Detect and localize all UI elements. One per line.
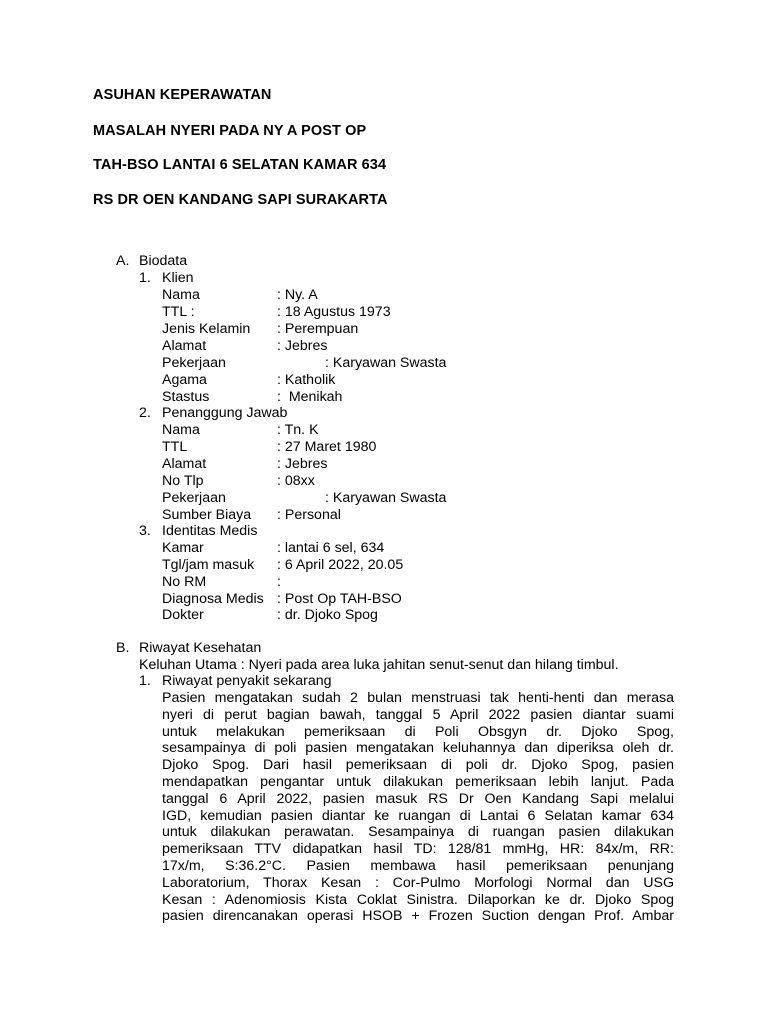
field-label: Kamar: [162, 540, 204, 556]
field-value: : Personal: [277, 507, 341, 523]
field-value: : Jebres: [277, 456, 328, 472]
field-label: No RM: [162, 574, 207, 590]
section-a-letter: A.: [116, 253, 130, 269]
paragraph-line: pemeriksaan TTV didapatkan hasil TD: 128/81 mmHg, HR: 84x/m, RR:: [162, 841, 674, 858]
field-label: TTL :: [162, 304, 195, 320]
field-value: : Post Op TAH-BSO: [277, 591, 402, 607]
paragraph-line: pasien direncanakan operasi HSOB + Frozen Suction dengan Prof. Ambar: [162, 908, 674, 925]
paragraph-line: Pasien mengatakan sudah 2 bulan menstruasi tak henti-henti dan merasa: [162, 690, 674, 706]
field-label: Stastus: [162, 389, 210, 405]
field-value: : 08xx: [277, 473, 315, 489]
field-label: Pekerjaan: [162, 490, 226, 506]
doc-title-line-4: RS DR OEN KANDANG SAPI SURAKARTA: [93, 192, 388, 208]
field-label: Agama: [162, 372, 207, 388]
doc-title-line-3: TAH-BSO LANTAI 6 SELATAN KAMAR 634: [93, 157, 387, 173]
paragraph-line: sesampainya di poli pasien mengatakan keluhannya dan diperiksa oleh dr.: [162, 740, 674, 757]
riwayat-number: 1.: [139, 673, 151, 689]
field-value: : Jebres: [277, 338, 328, 354]
paragraph-line: IGD, kemudian pasien diantar ke ruangan di Lantai 6 Selatan kamar 634: [162, 807, 674, 824]
field-label: Pekerjaan: [162, 355, 226, 371]
klien-title: Klien: [162, 270, 194, 286]
paragraph-line: nyeri di perut bagian bawah, tanggal 5 April 2022 pasien diantar suami: [162, 706, 674, 723]
riwayat-paragraph: [162, 690, 674, 925]
field-label: No Tlp: [162, 473, 204, 489]
field-value: : Karyawan Swasta: [325, 355, 447, 371]
field-value: : 27 Maret 1980: [277, 439, 377, 455]
field-value: : Ny. A: [277, 287, 318, 303]
field-value: : Karyawan Swasta: [325, 490, 447, 506]
keluhan-utama: Keluhan Utama : Nyeri pada area luka jahitan senut-senut dan hilang timbul.: [139, 657, 619, 673]
paragraph-line: mendapatkan pengantar untuk dilakukan pemeriksaan lebih lanjut. Pada: [162, 773, 674, 790]
field-label: Tgl/jam masuk: [162, 557, 255, 573]
klien-number: 1.: [139, 270, 151, 286]
riwayat-title: Riwayat penyakit sekarang: [162, 673, 332, 689]
paragraph-line: untuk melakukan pemeriksaan di Poli Obsgyn dr. Djoko Spog,: [162, 723, 674, 740]
medis-number: 3.: [139, 523, 151, 539]
section-a-title: Biodata: [139, 253, 188, 269]
medis-title: Identitas Medis: [162, 523, 258, 539]
paragraph-line: tanggal 6 April 2022, pasien masuk RS Dr Oen Kandang Sapi melalui: [162, 790, 674, 807]
field-value: : Menikah: [277, 389, 343, 405]
field-value: : dr. Djoko Spog: [277, 607, 378, 623]
field-label: Nama: [162, 287, 200, 303]
field-label: Nama: [162, 422, 200, 438]
field-label: Dokter: [162, 607, 204, 623]
paragraph-line: Djoko Spog. Dari hasil pemeriksaan di poli dr. Djoko Spog, pasien: [162, 757, 674, 774]
paragraph-line: Laboratorium, Thorax Kesan : Cor-Pulmo Morfologi Normal dan USG: [162, 874, 674, 891]
field-value: :: [277, 574, 281, 590]
field-value: : 6 April 2022, 20.05: [277, 557, 404, 573]
paragraph-line: Kesan : Adenomiosis Kista Coklat Sinistra. Dilaporkan ke dr. Djoko Spog: [162, 891, 674, 908]
field-label: Jenis Kelamin: [162, 321, 251, 337]
section-b-letter: B.: [116, 640, 130, 656]
field-value: : Perempuan: [277, 321, 359, 337]
penanggung-title: Penanggung Jawab: [162, 405, 288, 421]
field-label: Diagnosa Medis: [162, 591, 264, 607]
field-label: Alamat: [162, 456, 207, 472]
field-value: : 18 Agustus 1973: [277, 304, 391, 320]
field-value: : lantai 6 sel, 634: [277, 540, 385, 556]
field-label: TTL: [162, 439, 188, 455]
field-label: Alamat: [162, 338, 207, 354]
paragraph-line: untuk dilakukan perawatan. Sesampainya di ruangan pasien dilakukan: [162, 824, 674, 841]
penanggung-number: 2.: [139, 405, 151, 421]
field-label: Sumber Biaya: [162, 507, 252, 523]
doc-title-line-2: MASALAH NYERI PADA NY A POST OP: [93, 123, 367, 139]
doc-title-line-1: ASUHAN KEPERAWATAN: [93, 87, 272, 103]
section-b-title: Riwayat Kesehatan: [139, 640, 262, 656]
paragraph-line: 17x/m, S:36.2°C. Pasien membawa hasil pemeriksaan penunjang: [162, 857, 674, 874]
field-value: : Tn. K: [277, 422, 319, 438]
field-value: : Katholik: [277, 372, 336, 388]
